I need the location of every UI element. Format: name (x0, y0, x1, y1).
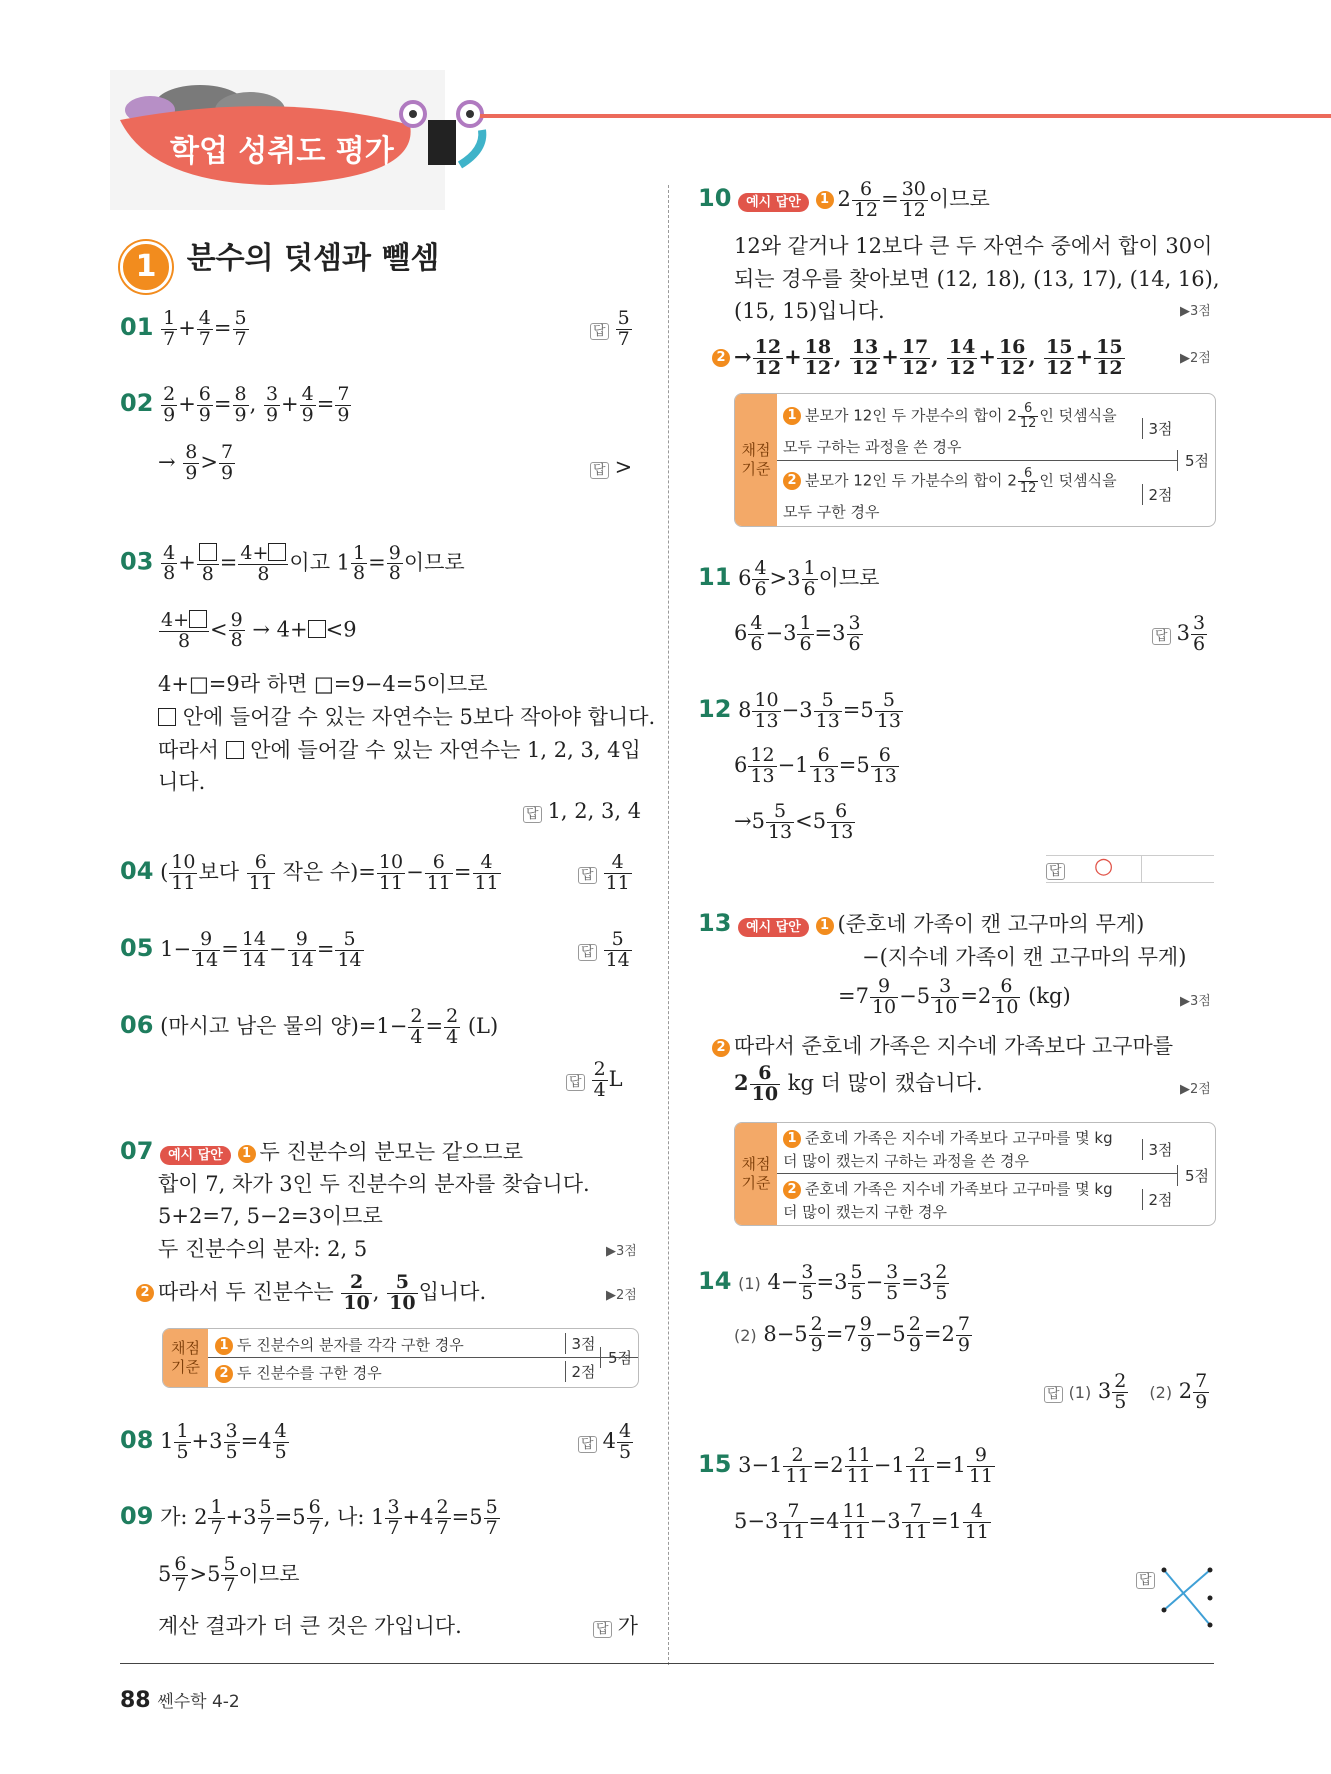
chapter-heading (120, 233, 439, 293)
q10-line2: 12와 같거나 12보다 큰 두 자연수 중에서 합이 30이 (734, 234, 1213, 258)
q12-answer: 답 ○ (1046, 855, 1214, 883)
q15-line2: 5−3 $\frac{7}{11}$ =4 $\frac{11}{11}$ −3 $\frac{7}{11}$ =1 $\frac{4}{11}$ (734, 1500, 989, 1543)
q13-line3: =7 $\frac{9}{10}$ −5 $\frac{3}{10}$ =2 $\frac{6}{10}$ (kg) (838, 975, 1071, 1018)
q07-rubric: 채점 기준 1 두 진분수의 분자를 각각 구한 경우 2 두 진분수를 구한 경우 3점 2점 5점 (162, 1328, 639, 1388)
q15-answer: 답 (1136, 1565, 1161, 1589)
q07-line2: 합이 7, 차가 3인 두 진분수의 분자를 찾습니다. (158, 1172, 590, 1196)
q10: 10 예시 답안 1 2 $\frac{6}{12}$ = $\frac{30}{12}$ 이므로 (698, 178, 990, 221)
q10-rubric: 채점 기준 1 분모가 12인 두 가분수의 합이 2 $\frac{6}{12}$ 인 덧셈식을 모두 구하는 과정을 쓴 경우 2 분모가 12인 두 가분수의 합이 2 $\frac{6}{12}$ 인 덧셈식을 모두 구한 경우 3점 2점 5점 (734, 393, 1216, 527)
q07-line3: 5+2=7, 5−2=3이므로 (158, 1204, 383, 1228)
q02-line2: → $\frac{8}{9}$ > $\frac{7}{9}$ (158, 441, 234, 484)
q02-answer: 답 > (590, 455, 632, 479)
q08: 08 1 $\frac{1}{5}$ +3 $\frac{3}{5}$ =4 $\frac{4}{5}$ (120, 1420, 287, 1463)
chapter-number-badge: 1 (120, 241, 172, 293)
q13-line5: 2 $\frac{6}{10}$ kg 더 많이 캤습니다. (734, 1062, 983, 1105)
q14-answer: 답 (1) 3 $\frac{2}{5}$ (2) 2 $\frac{7}{9}$ (1044, 1372, 1210, 1413)
q13: 13 예시 답안 1 (준호네 가족이 캔 고구마의 무게) (698, 909, 1145, 937)
q03-line2: $\frac{4+}{8}$ < $\frac{9}{8}$ → 4+ <9 (161, 608, 357, 652)
q06: 06 (마시고 남은 물의 양)=1− $\frac{2}{4}$ = $\frac{2}{4}$ (L) (120, 1005, 499, 1048)
q13-line2: −(지수네 가족이 캔 고구마의 무게) (862, 945, 1187, 969)
q08-answer: 답 4 $\frac{4}{5}$ (578, 1422, 634, 1463)
q02: 02 $\frac{2}{9}$ + $\frac{6}{9}$ = $\frac{8}{9}$ , $\frac{3}{9}$ + $\frac{4}{9}$ = $\frac{7}{9}$ (120, 383, 350, 426)
q10-points2: ▶2점 (1180, 351, 1211, 366)
q06-answer: 답 $\frac{2}{4}$ L (566, 1060, 623, 1101)
q13-rubric: 채점 기준 1 준호네 가족은 지수네 가족보다 고구마를 몇 kg 더 많이 캤는지 구하는 과정을 쓴 경우 2 준호네 가족은 지수네 가족보다 고구마를 몇 kg 더 많이 캤는지 구한 경우 3점 2점 5점 (734, 1122, 1216, 1226)
q03-line6: 따라서 안에 들어갈 수 있는 자연수는 1, 2, 3, 4입 (158, 738, 641, 762)
q09-line2: 5 $\frac{6}{7}$ >5 $\frac{5}{7}$ 이므로 (158, 1553, 300, 1596)
q01-answer: 답 $\frac{5}{7}$ (590, 309, 633, 350)
q10-line4: (15, 15)입니다. (734, 299, 885, 323)
q15: 15 3−1 $\frac{2}{11}$ =2 $\frac{11}{11}$ −1 $\frac{2}{11}$ =1 $\frac{9}{11}$ (698, 1444, 994, 1487)
q05: 05 1− $\frac{9}{14}$ = $\frac{14}{14}$ − $\frac{9}{14}$ = $\frac{5}{14}$ (120, 928, 362, 971)
q13-line4: 2 따라서 준호네 가족은 지수네 가족보다 고구마를 (712, 1030, 1173, 1060)
q09: 09 가: 2 $\frac{1}{7}$ +3 $\frac{5}{7}$ =5 $\frac{6}{7}$ , 나: 1 $\frac{3}{7}$ +4 $\frac{2}{7}$ =5 $\frac{5}{7}$ (120, 1496, 498, 1539)
column-divider (668, 185, 669, 1665)
q12: 12 8 $\frac{10}{13}$ −3 $\frac{5}{13}$ =5 $\frac{5}{13}$ (698, 689, 901, 732)
q09-line3: 계산 결과가 더 큰 것은 가입니다. (158, 1614, 462, 1638)
q12-line3: →5 $\frac{5}{13}$ <5 $\frac{6}{13}$ (734, 800, 854, 843)
q13-points1: ▶3점 (1180, 994, 1211, 1009)
footer (120, 1687, 240, 1713)
q11-answer: 답 3 $\frac{3}{6}$ (1152, 614, 1208, 655)
q04: 04 ( $\frac{10}{11}$ 보다 $\frac{6}{11}$ 작은 수)= $\frac{10}{11}$ − $\frac{6}{11}$ = $\frac{4}{11}$ (120, 851, 499, 894)
q01: 01 $\frac{1}{7}$ + $\frac{4}{7}$ = $\frac{5}{7}$ (120, 307, 247, 350)
q03-line4: 4+□=9라 하면 □=9−4=5이므로 (158, 672, 488, 696)
q14-line2: (2) 8−5 $\frac{2}{9}$ =7 $\frac{9}{9}$ −5 $\frac{2}{9}$ =2 $\frac{7}{9}$ (734, 1313, 970, 1356)
q10-points1: ▶3점 (1180, 304, 1211, 319)
q03-line5: 안에 들어갈 수 있는 자연수는 5보다 작아야 합니다. (158, 701, 655, 731)
q14: 14 (1) 4− $\frac{3}{5}$ =3 $\frac{5}{5}$ − $\frac{3}{5}$ =3 $\frac{2}{5}$ (698, 1261, 948, 1304)
header-title: 학업 성취도 평가 (170, 134, 394, 169)
q07-line5: 2 따라서 두 진분수는 $\frac{2}{10}$ , $\frac{5}{10}$ 입니다. (136, 1273, 486, 1314)
q03: 03 $\frac{4}{8}$ + 8 = $\frac{4+}{8}$ 이고 1 $\frac{1}{8}$ = $\frac{9}{8}$ 이므로 (120, 541, 465, 585)
q03-line7: 니다. (158, 770, 206, 794)
q04-answer: 답 $\frac{4}{11}$ (578, 853, 633, 894)
q10-line3: 되는 경우를 찾아보면 (12, 18), (13, 17), (14, 16), (734, 267, 1220, 291)
q12-line2: 6 $\frac{12}{13}$ −1 $\frac{6}{13}$ =5 $\frac{6}{13}$ (734, 744, 897, 787)
q11: 11 6 $\frac{4}{6}$ >3 $\frac{1}{6}$ 이므로 (698, 557, 880, 600)
q11-line2: 6 $\frac{4}{6}$ −3 $\frac{1}{6}$ =3 $\frac{3}{6}$ (734, 612, 861, 655)
q07-line4: 두 진분수의 분자: 2, 5 (158, 1237, 368, 1261)
header-rule (480, 114, 1331, 118)
page-number: 88 (120, 1688, 151, 1713)
q03-answer: 답 1, 2, 3, 4 (523, 799, 641, 823)
footer-rule (120, 1663, 1214, 1664)
q13-points2: ▶2점 (1180, 1082, 1211, 1097)
q07-points1: ▶3점 (606, 1244, 637, 1259)
q09-answer: 답 가 (593, 1610, 638, 1640)
q10-line5: 2 → $\frac{12}{12}$ + $\frac{18}{12}$ , $\frac{13}{12}$ + $\frac{17}{12}$ , $\frac{14}{12}$ + $\frac{16}{12}$ , $\frac{15}{12}$ + $\frac{15}{12}$ (712, 338, 1126, 379)
q07-points2: ▶2점 (606, 1288, 637, 1303)
q07: 07 예시 답안 1 두 진분수의 분모는 같으므로 (120, 1137, 524, 1165)
q05-answer: 답 $\frac{5}{14}$ (578, 930, 633, 971)
question-number: 01 (120, 312, 154, 341)
chapter-title: 분수의 덧셈과 뺄셈 (186, 241, 440, 276)
q15-answer-diagram (1158, 1560, 1218, 1635)
book-title: 쎈수학 4-2 (157, 1692, 240, 1712)
